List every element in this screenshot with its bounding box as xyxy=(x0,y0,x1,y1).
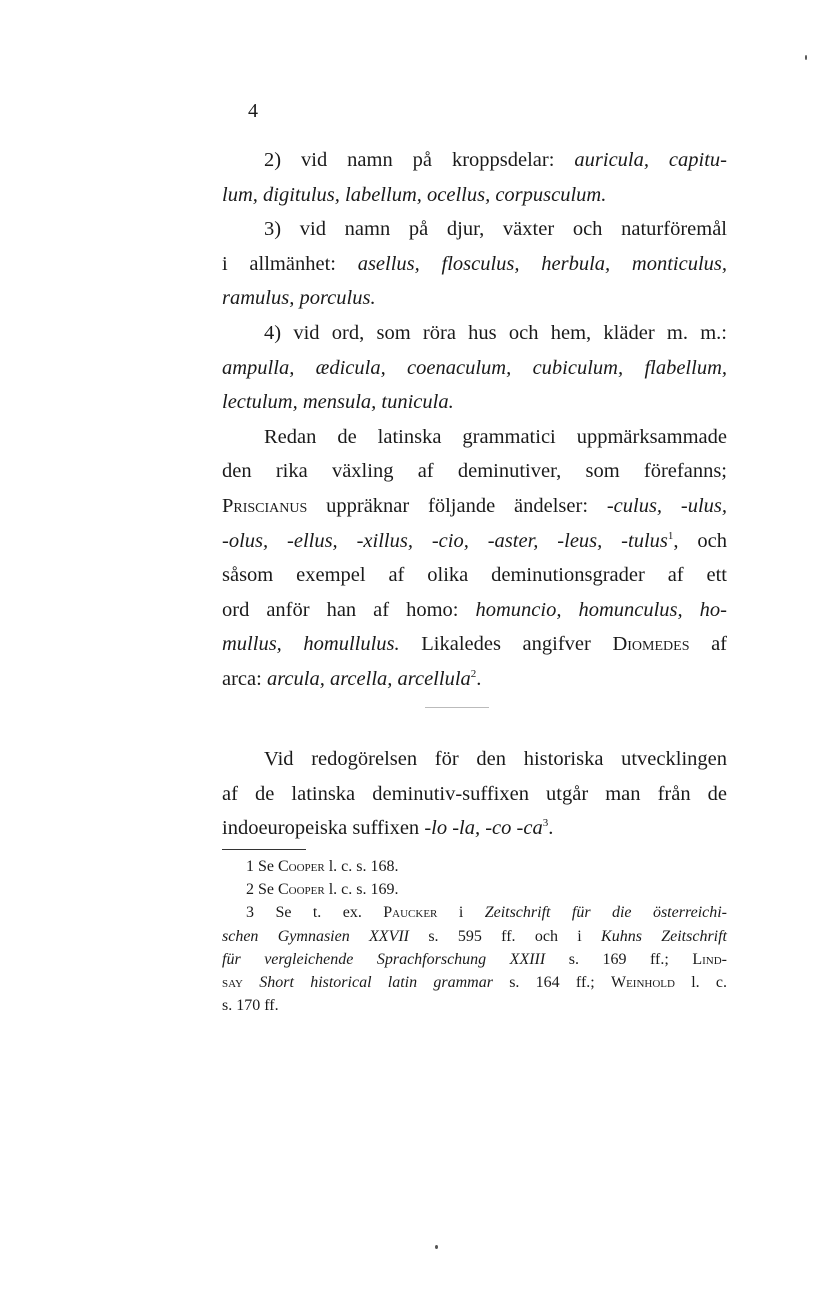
footnote-number: 3 xyxy=(246,904,254,922)
text-line xyxy=(222,212,727,247)
small-caps-name: Weinhold xyxy=(610,974,675,992)
footnote-line xyxy=(222,855,727,878)
text-run: . xyxy=(476,667,482,690)
small-caps-name: Diomedes xyxy=(612,633,690,656)
text-run: Likaledes angifver xyxy=(399,633,613,656)
section-divider xyxy=(425,707,489,710)
text-line xyxy=(222,777,727,812)
text-run: indoeuropeiska suffixen xyxy=(222,817,425,840)
italic-text: mullus, homullulus. xyxy=(222,633,400,656)
small-caps-name: Lind- xyxy=(692,950,727,968)
text-line xyxy=(222,489,727,524)
text-line xyxy=(222,178,727,213)
text-run: , och xyxy=(673,529,727,552)
text-run: s. 169 ff.; xyxy=(545,950,693,968)
italic-text: -culus, -ulus, xyxy=(606,494,727,517)
italic-text: asellus, flosculus, herbula, monticulus, xyxy=(357,252,727,275)
text-run: i xyxy=(437,904,485,922)
italic-text: auricula, capitu- xyxy=(574,149,727,171)
paragraph xyxy=(222,742,727,846)
footnote-reference: 3 xyxy=(542,817,549,830)
italic-text: homuncio, homunculus, ho- xyxy=(475,598,727,621)
small-caps-name: Cooper xyxy=(278,858,325,875)
text-run: Se xyxy=(258,881,278,899)
footnote-reference: 2 xyxy=(470,668,477,681)
small-caps-name: Priscianus xyxy=(222,494,308,517)
footnote-line xyxy=(222,878,727,901)
italic-text: Short historical latin grammar xyxy=(259,974,493,992)
text-line xyxy=(222,351,727,386)
italic-text: für vergleichende Sprachforschung XXIII xyxy=(222,950,546,968)
paragraph xyxy=(222,143,727,212)
text-line xyxy=(222,420,727,455)
footnote-line xyxy=(222,948,727,971)
italic-text: lectulum, mensula, tunicula. xyxy=(222,391,454,414)
footnote xyxy=(222,901,727,1017)
text-run: Se xyxy=(258,858,278,875)
italic-text: -olus, -ellus, -xillus, -cio, -aster, -leus, -tulus xyxy=(222,529,668,552)
footnote-line xyxy=(222,994,727,1017)
paragraph xyxy=(222,316,727,420)
italic-text: lum, digitulus, labellum, ocellus, corpusculum. xyxy=(222,183,607,206)
text-line xyxy=(222,524,727,559)
text-run: . xyxy=(548,817,554,840)
footnote-line xyxy=(222,971,727,994)
small-caps-name: Paucker xyxy=(383,904,438,922)
text-run: i allmänhet: xyxy=(222,252,358,275)
italic-text: ampulla, ædicula, coenaculum, cubiculum, flabellum, xyxy=(222,356,727,379)
text-line xyxy=(222,662,727,697)
text-line xyxy=(222,454,727,489)
main-text-section-2 xyxy=(222,742,727,846)
text-line xyxy=(222,811,727,846)
text-line xyxy=(222,742,727,777)
text-run: l. c. xyxy=(674,974,728,992)
scan-speck xyxy=(805,55,807,60)
italic-text: ramulus, porculus. xyxy=(222,287,376,310)
text-run: Redan de latinska grammatici uppmärksammade xyxy=(264,425,727,448)
text-run: uppräknar följande ändelser: xyxy=(307,494,607,517)
text-run: af xyxy=(689,633,728,656)
text-run: l. c. s. 168. xyxy=(324,858,399,875)
text-run: Se t. ex. xyxy=(275,904,384,922)
footnote xyxy=(222,878,727,901)
footnote-rule xyxy=(222,849,306,850)
footnotes xyxy=(222,855,727,1017)
italic-text: schen Gymnasien XXVII xyxy=(222,927,410,945)
footnote-number: 2 xyxy=(246,881,254,899)
text-run: s. 164 ff.; xyxy=(492,974,611,992)
text-run: s. 595 ff. och i xyxy=(409,927,602,945)
small-caps-name: say xyxy=(222,974,243,992)
scan-speck xyxy=(435,1245,438,1249)
text-line xyxy=(222,281,727,316)
text-run: arca: xyxy=(222,667,267,690)
text-run: Vid redogörelsen för den historiska utvecklingen xyxy=(264,748,727,770)
text-line xyxy=(222,143,727,178)
footnote-line xyxy=(222,901,727,924)
italic-text: -lo -la, -co -ca xyxy=(424,817,543,840)
text-run xyxy=(243,974,259,991)
text-line xyxy=(222,627,727,662)
paragraph xyxy=(222,420,727,697)
text-line xyxy=(222,558,727,593)
italic-text: arcula, arcella, arcellula xyxy=(266,667,471,690)
text-run: af de latinska deminutiv-suffixen utgår man från de xyxy=(222,782,727,805)
text-run: den rika växling af deminutiver, som förefanns; xyxy=(222,460,727,483)
text-line xyxy=(222,316,727,351)
text-run: 4) vid ord, som röra hus och hem, kläder m. m.: xyxy=(264,321,727,344)
text-line xyxy=(222,247,727,282)
footnote-number: 1 xyxy=(246,858,254,875)
page-number: 4 xyxy=(248,100,258,122)
text-run: 2) vid namn på kroppsdelar: xyxy=(264,149,575,171)
main-text xyxy=(222,143,727,697)
small-caps-name: Cooper xyxy=(278,881,325,899)
text-run: l. c. s. 169. xyxy=(324,881,399,899)
paragraph xyxy=(222,212,727,316)
footnote-line xyxy=(222,925,727,948)
footnote xyxy=(222,855,727,878)
text-run: såsom exempel af olika deminutionsgrader af ett xyxy=(222,564,727,587)
text-line xyxy=(222,593,727,628)
text-run: 3) vid namn på djur, växter och naturföremål xyxy=(264,218,727,241)
italic-text: Zeitschrift für die österreichi- xyxy=(484,904,728,922)
italic-text: Kuhns Zeitschrift xyxy=(601,927,728,945)
text-run: ord anför han af homo: xyxy=(222,598,476,621)
footnote-reference: 1 xyxy=(667,529,674,542)
text-run: s. 170 ff. xyxy=(222,997,279,1015)
text-line xyxy=(222,385,727,420)
